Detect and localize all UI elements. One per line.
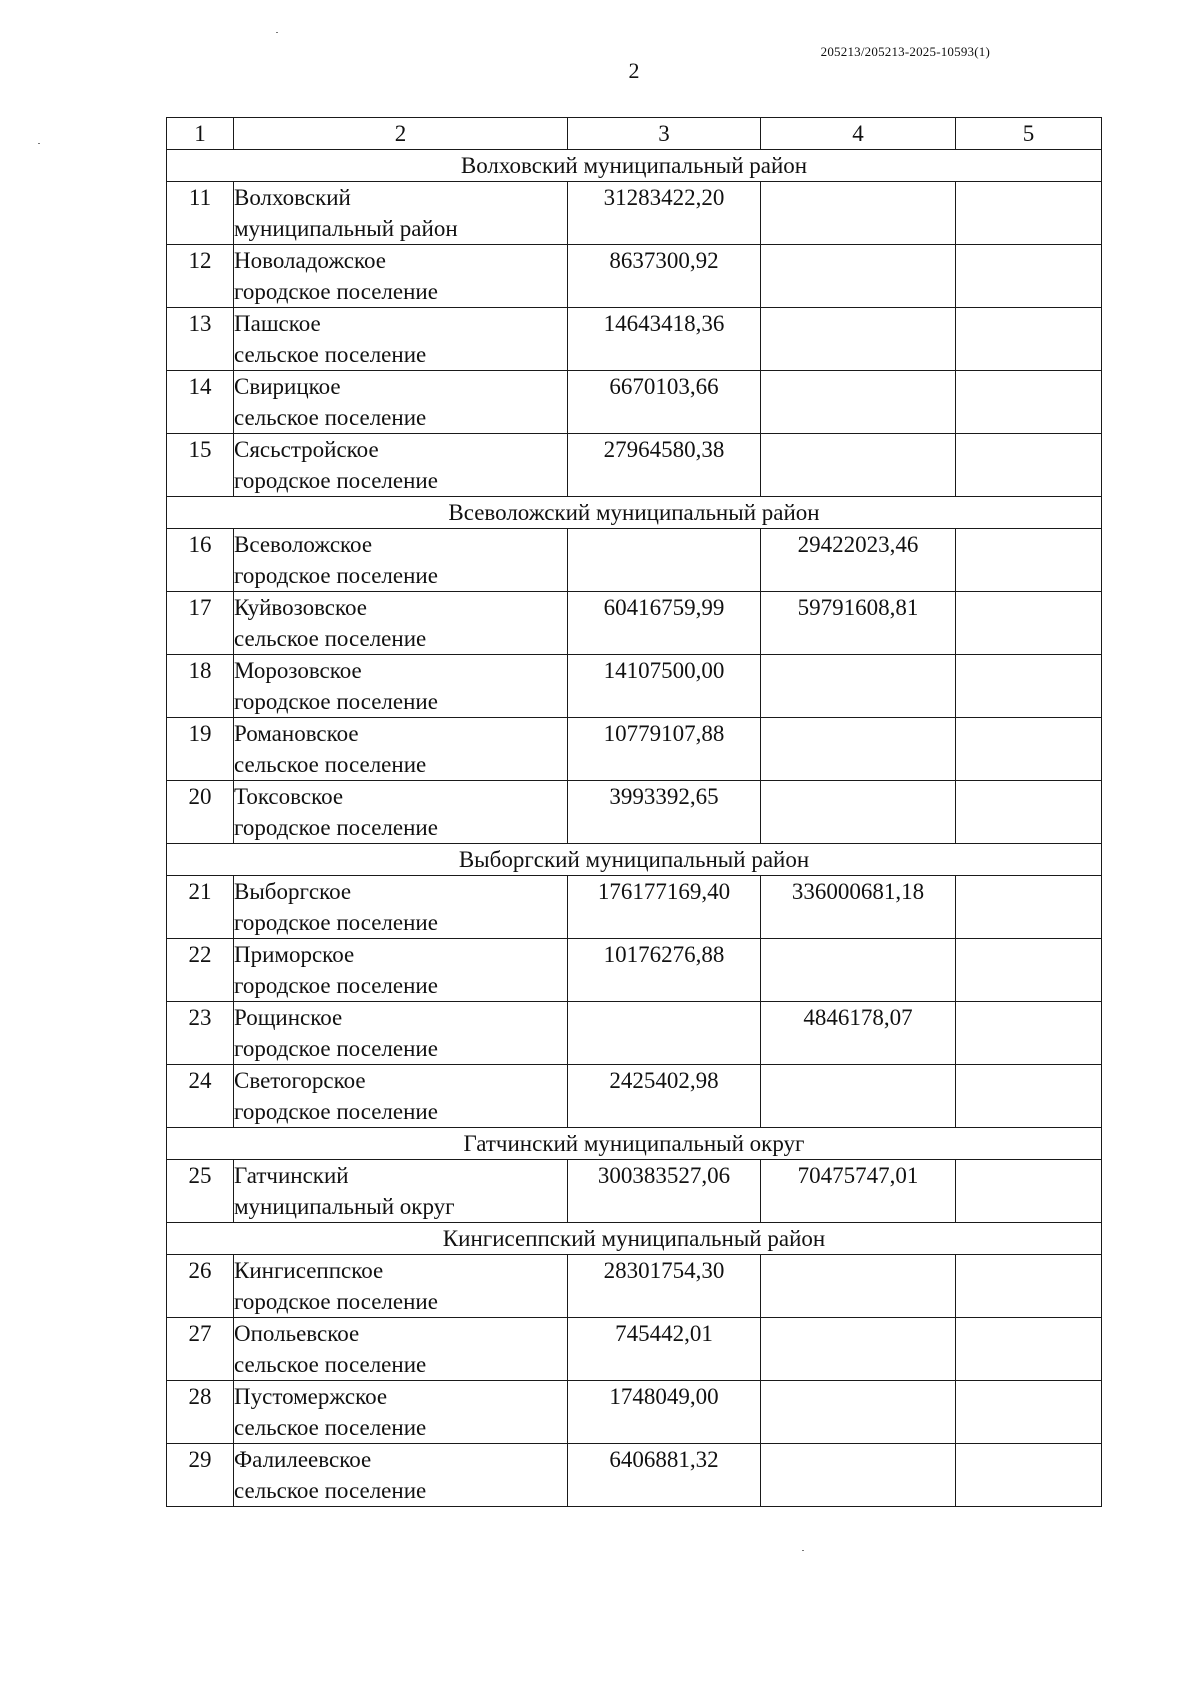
- amount-column-3: 176177169,40: [568, 876, 761, 939]
- amount-column-4: [761, 245, 956, 308]
- column-number-cell: 2: [234, 118, 568, 150]
- page-number: 2: [628, 58, 640, 83]
- amount-column-4: 70475747,01: [761, 1160, 956, 1223]
- table-row: [167, 718, 1102, 781]
- settlement-type-line: городское поселение: [234, 910, 438, 935]
- settlement-name-line: Пашское: [234, 311, 321, 336]
- row-number: 22: [167, 939, 234, 1002]
- amount-column-5: [956, 655, 1102, 718]
- amount-column-4: 59791608,81: [761, 592, 956, 655]
- amount-column-5: [956, 781, 1102, 844]
- settlement-name-line: Сясьстройское: [234, 437, 379, 462]
- settlement-type-line: городское поселение: [234, 973, 438, 998]
- row-number: 21: [167, 876, 234, 939]
- row-number: 29: [167, 1444, 234, 1507]
- settlement-name: [234, 592, 568, 655]
- settlement-type-line: городское поселение: [234, 563, 438, 588]
- district-heading-row: [167, 844, 1102, 876]
- settlement-name-line: Токсовское: [234, 784, 344, 809]
- settlement-type-line: городское поселение: [234, 689, 438, 714]
- settlement-name-line: Кингисеппское: [234, 1258, 384, 1283]
- amount-column-5: [956, 182, 1102, 245]
- settlement-name-line: Опольевское: [234, 1321, 360, 1346]
- column-number-cell: 1: [167, 118, 234, 150]
- amount-column-4: [761, 655, 956, 718]
- amount-column-5: [956, 1444, 1102, 1507]
- settlement-type-line: городское поселение: [234, 468, 438, 493]
- amount-column-5: [956, 371, 1102, 434]
- amount-column-3: 745442,01: [568, 1318, 761, 1381]
- row-number: 11: [167, 182, 234, 245]
- settlement-name: [234, 1002, 568, 1065]
- settlement-name-line: Светогорское: [234, 1068, 366, 1093]
- amount-column-5: [956, 718, 1102, 781]
- settlement-type-line: сельское поселение: [234, 1478, 427, 1503]
- row-number: 15: [167, 434, 234, 497]
- table-row: [167, 434, 1102, 497]
- table-row: [167, 308, 1102, 371]
- settlement-type-line: муниципальный район: [234, 216, 458, 241]
- amount-column-3: 2425402,98: [568, 1065, 761, 1128]
- amount-column-3: [568, 529, 761, 592]
- district-heading: Гатчинский муниципальный округ: [167, 1128, 1102, 1160]
- row-number: 20: [167, 781, 234, 844]
- settlement-type-line: городское поселение: [234, 815, 438, 840]
- row-number: 24: [167, 1065, 234, 1128]
- settlement-type-line: городское поселение: [234, 1099, 438, 1124]
- settlement-name: [234, 182, 568, 245]
- table-row: [167, 1065, 1102, 1128]
- settlement-name: [234, 1381, 568, 1444]
- settlement-name-line: Морозовское: [234, 658, 362, 683]
- settlement-name-line: Куйвозовское: [234, 595, 368, 620]
- settlement-name-line: Всеволожское: [234, 532, 373, 557]
- row-number: 28: [167, 1381, 234, 1444]
- settlement-name: [234, 245, 568, 308]
- settlement-name: [234, 655, 568, 718]
- amount-column-4: [761, 434, 956, 497]
- settlement-name-line: Фалилеевское: [234, 1447, 372, 1472]
- settlement-type-line: сельское поселение: [234, 1352, 427, 1377]
- allocation-table-body: [167, 118, 1102, 1507]
- district-heading: Кингисеппский муниципальный район: [167, 1223, 1102, 1255]
- amount-column-4: [761, 718, 956, 781]
- settlement-name-line: Новоладожское: [234, 248, 387, 273]
- row-number: 25: [167, 1160, 234, 1223]
- table-row: [167, 371, 1102, 434]
- settlement-name-line: Пустомержское: [234, 1384, 388, 1409]
- allocation-table: [166, 117, 1102, 1507]
- amount-column-5: [956, 529, 1102, 592]
- settlement-type-line: сельское поселение: [234, 342, 427, 367]
- settlement-name: [234, 1318, 568, 1381]
- settlement-type-line: сельское поселение: [234, 405, 427, 430]
- amount-column-3: 31283422,20: [568, 182, 761, 245]
- amount-column-4: [761, 1255, 956, 1318]
- district-heading-row: [167, 497, 1102, 529]
- column-number-cell: 4: [761, 118, 956, 150]
- amount-column-3: 14107500,00: [568, 655, 761, 718]
- table-row: [167, 655, 1102, 718]
- table-row: [167, 1160, 1102, 1223]
- table-row: [167, 1318, 1102, 1381]
- amount-column-3: [568, 1002, 761, 1065]
- row-number: 17: [167, 592, 234, 655]
- table-row: [167, 781, 1102, 844]
- amount-column-3: 300383527,06: [568, 1160, 761, 1223]
- district-heading: Волховский муниципальный район: [167, 150, 1102, 182]
- amount-column-5: [956, 876, 1102, 939]
- settlement-name-line: Гатчинский: [234, 1163, 349, 1188]
- amount-column-4: [761, 1444, 956, 1507]
- settlement-name: [234, 1065, 568, 1128]
- amount-column-4: [761, 1318, 956, 1381]
- settlement-name: [234, 1160, 568, 1223]
- amount-column-4: 29422023,46: [761, 529, 956, 592]
- amount-column-5: [956, 434, 1102, 497]
- amount-column-3: 10779107,88: [568, 718, 761, 781]
- amount-column-3: 28301754,30: [568, 1255, 761, 1318]
- amount-column-3: 60416759,99: [568, 592, 761, 655]
- amount-column-4: [761, 308, 956, 371]
- amount-column-3: 10176276,88: [568, 939, 761, 1002]
- settlement-name: [234, 371, 568, 434]
- table-row: [167, 182, 1102, 245]
- amount-column-5: [956, 1065, 1102, 1128]
- amount-column-3: 8637300,92: [568, 245, 761, 308]
- table-row: [167, 876, 1102, 939]
- column-number-cell: 3: [568, 118, 761, 150]
- amount-column-3: 14643418,36: [568, 308, 761, 371]
- amount-column-4: [761, 371, 956, 434]
- settlement-type-line: городское поселение: [234, 1289, 438, 1314]
- row-number: 18: [167, 655, 234, 718]
- amount-column-4: 4846178,07: [761, 1002, 956, 1065]
- document-registration-number: 205213/205213-2025-10593(1): [820, 44, 990, 59]
- amount-column-5: [956, 592, 1102, 655]
- table-row: [167, 939, 1102, 1002]
- table-row: [167, 1255, 1102, 1318]
- amount-column-5: [956, 308, 1102, 371]
- settlement-type-line: сельское поселение: [234, 1415, 427, 1440]
- settlement-type-line: городское поселение: [234, 279, 438, 304]
- amount-column-5: [956, 939, 1102, 1002]
- amount-column-3: 27964580,38: [568, 434, 761, 497]
- amount-column-4: [761, 1381, 956, 1444]
- amount-column-3: 6670103,66: [568, 371, 761, 434]
- row-number: 13: [167, 308, 234, 371]
- settlement-name: [234, 718, 568, 781]
- settlement-name-line: Рощинское: [234, 1005, 343, 1030]
- table-row: [167, 592, 1102, 655]
- amount-column-5: [956, 1381, 1102, 1444]
- table-row: [167, 529, 1102, 592]
- amount-column-5: [956, 1160, 1102, 1223]
- amount-column-3: 3993392,65: [568, 781, 761, 844]
- district-heading: Выборгский муниципальный район: [167, 844, 1102, 876]
- amount-column-5: [956, 245, 1102, 308]
- settlement-name-line: Свирицкое: [234, 374, 341, 399]
- table-row: [167, 1381, 1102, 1444]
- row-number: 23: [167, 1002, 234, 1065]
- district-heading-row: [167, 1223, 1102, 1255]
- district-heading-row: [167, 150, 1102, 182]
- amount-column-4: [761, 939, 956, 1002]
- settlement-name: [234, 939, 568, 1002]
- amount-column-3: 1748049,00: [568, 1381, 761, 1444]
- row-number: 27: [167, 1318, 234, 1381]
- amount-column-3: 6406881,32: [568, 1444, 761, 1507]
- table-row: [167, 1002, 1102, 1065]
- district-heading-row: [167, 1128, 1102, 1160]
- scan-speck: [276, 32, 278, 33]
- row-number: 16: [167, 529, 234, 592]
- amount-column-5: [956, 1318, 1102, 1381]
- district-heading: Всеволожский муниципальный район: [167, 497, 1102, 529]
- settlement-name-line: Выборгское: [234, 879, 352, 904]
- scan-speck: [802, 1550, 804, 1551]
- settlement-name: [234, 308, 568, 371]
- settlement-name-line: Романовское: [234, 721, 359, 746]
- column-number-cell: 5: [956, 118, 1102, 150]
- settlement-type-line: сельское поселение: [234, 752, 427, 777]
- settlement-name-line: Приморское: [234, 942, 355, 967]
- column-number-row: [167, 118, 1102, 150]
- settlement-name: [234, 876, 568, 939]
- settlement-name-line: Волховский: [234, 185, 351, 210]
- row-number: 26: [167, 1255, 234, 1318]
- amount-column-4: [761, 1065, 956, 1128]
- row-number: 19: [167, 718, 234, 781]
- table-row: [167, 1444, 1102, 1507]
- settlement-type-line: сельское поселение: [234, 626, 427, 651]
- settlement-name: [234, 529, 568, 592]
- amount-column-5: [956, 1255, 1102, 1318]
- row-number: 14: [167, 371, 234, 434]
- amount-column-4: 336000681,18: [761, 876, 956, 939]
- settlement-name: [234, 781, 568, 844]
- row-number: 12: [167, 245, 234, 308]
- amount-column-5: [956, 1002, 1102, 1065]
- settlement-type-line: муниципальный округ: [234, 1194, 455, 1219]
- settlement-type-line: городское поселение: [234, 1036, 438, 1061]
- settlement-name: [234, 1444, 568, 1507]
- table-row: [167, 245, 1102, 308]
- amount-column-4: [761, 182, 956, 245]
- settlement-name: [234, 1255, 568, 1318]
- settlement-name: [234, 434, 568, 497]
- amount-column-4: [761, 781, 956, 844]
- scan-speck: [38, 143, 40, 144]
